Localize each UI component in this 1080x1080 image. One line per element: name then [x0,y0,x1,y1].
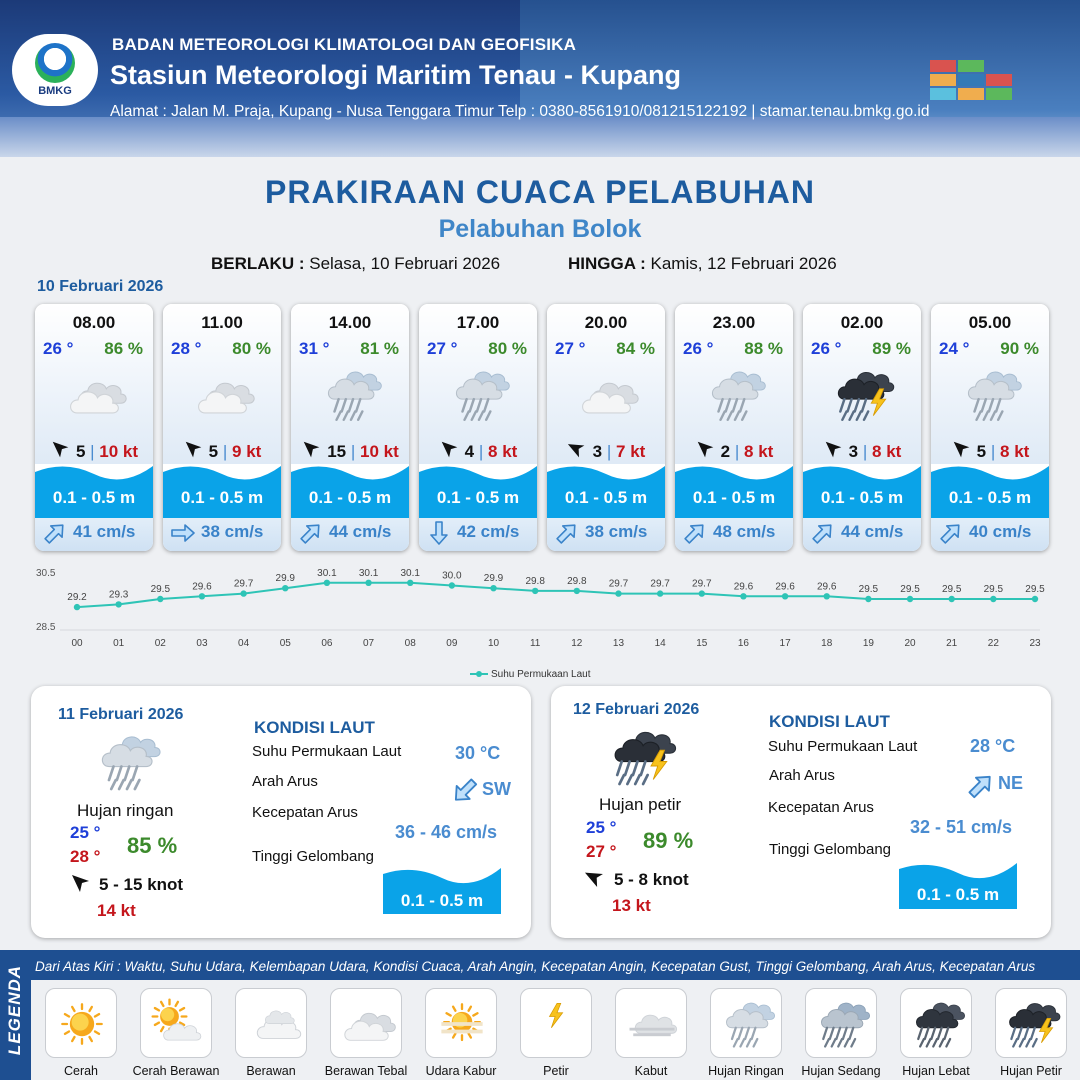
day1-wind: 5 - 15 knot [99,875,184,894]
x-tick-label: 21 [946,638,958,649]
data-point [407,580,413,586]
day1-temp-min: 25 ° [70,823,101,842]
day1-current-speed: 36 - 46 cm/s [395,822,498,842]
card-wind-speed: 4 [464,442,475,461]
legend-item-label: Berawan Tebal [324,1064,408,1078]
data-label: 29.5 [900,584,920,595]
data-point [574,588,580,594]
legend-item [132,988,220,1078]
data-label: 29.7 [233,578,254,590]
data-label: 29.7 [692,578,712,590]
hujan-ringan-icon [702,362,768,428]
card-time: 20.00 [584,313,628,332]
data-point [324,580,330,586]
day1-wave-label: Tinggi Gelombang [252,848,375,865]
card-current-speed: 38 cm/s [201,522,264,541]
data-point [615,590,621,596]
day1-wind-arrow-icon [69,872,93,896]
legend-item [235,988,307,1078]
card-wave-height: 0.1 - 0.5 m [820,488,904,507]
data-label: 30.1 [317,567,337,579]
data-label: 29.5 [983,584,1004,595]
day2-date: 12 Februari 2026 [573,701,700,718]
data-point [240,590,246,596]
legend-item-label: Hujan Ringan [708,1064,784,1078]
data-label: 29.7 [608,578,629,590]
card-wind: 5 | 8 kt [931,439,1049,462]
day1-date: 11 Februari 2026 [58,706,184,723]
card-temperature: 27 ° [427,339,458,358]
sea-surface-temperature-chart [30,562,1050,682]
card-time: 05.00 [968,313,1012,332]
day2-condition: Hujan petir [599,795,682,814]
card-gust: 9 kt [232,442,262,461]
station-name: Stasiun Meteorologi Maritim Tenau - Kupang [110,60,682,90]
data-label: 29.6 [733,581,754,593]
arrow-east-icon [171,521,195,545]
data-point [824,593,830,599]
x-tick-label: 07 [363,638,375,649]
legend-label: Suhu Permukaan Laut [491,669,591,680]
day2-sst: 28 °C [970,736,1016,756]
legend-item [425,988,497,1078]
legend-item [520,988,592,1078]
card-gust: 10 kt [99,442,139,461]
card-wind-speed: 15 [327,442,347,461]
data-point [115,601,121,607]
day2-current-arrow-icon [967,772,995,800]
data-point [449,582,455,588]
x-tick-label: 01 [113,638,125,649]
arrow-northeast-icon [43,521,67,545]
cerah-icon [52,994,112,1054]
x-tick-label: 23 [1029,638,1041,649]
data-label: 29.5 [1025,584,1045,595]
card-current-speed: 44 cm/s [329,522,392,541]
data-label: 29.6 [192,581,212,593]
forecast-card [35,304,153,551]
x-tick-label: 02 [154,638,166,649]
hujan-ringan-icon [318,362,384,428]
x-tick-label: 15 [696,638,708,649]
card-temperature: 26 ° [43,339,74,358]
data-point [1032,596,1038,602]
day1-wave: 0.1 - 0.5 m [400,891,484,910]
card-humidity: 86 % [104,339,143,358]
day2-weather-icon [606,721,678,793]
hujan-ringan-icon [717,994,777,1054]
hujan-ringan-icon [446,362,512,428]
card-current-speed: 40 cm/s [969,522,1032,541]
logo-text: BMKG [38,85,72,97]
card-humidity: 88 % [744,339,783,358]
card-wind-speed: 3 [848,442,859,461]
card-temperature: 28 ° [171,339,202,358]
card-wind: 2 | 8 kt [675,439,793,462]
org-name: BADAN METEOROLOGI KLIMATOLOGI DAN GEOFISIKA [112,35,577,54]
y-tick-label: 30.5 [36,568,56,579]
x-tick-label: 20 [904,638,916,649]
data-point [157,596,163,602]
valid-from: BERLAKU : Selasa, 10 Februari 2026 [211,254,501,273]
legend-item-label: Berawan [246,1064,296,1078]
bmkg-logo [12,34,98,106]
data-label: 30.0 [442,570,462,582]
data-label: 29.6 [817,581,837,593]
data-point [699,590,705,596]
data-point [365,580,371,586]
data-label: 29.9 [275,573,295,585]
legend-item-label: Petir [543,1064,569,1078]
legend-item [801,988,881,1078]
legend-item-label: Udara Kabur [425,1064,497,1078]
data-point [657,590,663,596]
udara-kabur-icon [432,994,492,1054]
day1-speed-label: Kecepatan Arus [252,804,358,821]
card-wind-speed: 5 [208,442,219,461]
hujan-sedang-icon [812,994,872,1054]
y-tick-label: 28.5 [36,622,56,633]
legend-item-label: Hujan Sedang [801,1064,881,1078]
arrow-northeast-icon [939,521,963,545]
data-label: 30.1 [400,567,420,579]
day2-temp-min: 25 ° [586,818,617,837]
day2-sea-title: KONDISI LAUT [769,712,890,731]
legend-item [995,988,1067,1078]
data-label: 30.1 [358,567,379,579]
card-time: 23.00 [712,313,756,332]
card-wind: 3 | 8 kt [803,439,921,462]
hujan-petir-icon [1002,994,1062,1054]
card-wind-speed: 5 [75,442,86,461]
day1-humidity: 85 % [127,833,178,858]
data-point [490,585,496,591]
legend-item-label: Cerah Berawan [132,1064,220,1078]
x-tick-label: 18 [821,638,833,649]
card-gust: 8 kt [488,442,518,461]
day0-date: 10 Februari 2026 [37,278,164,295]
day2-speed-label: Kecepatan Arus [768,799,874,816]
x-tick-label: 13 [612,638,625,649]
data-label: 29.6 [775,581,795,593]
card-temperature: 31 ° [299,339,330,358]
card-wind: 15 | 10 kt [291,439,409,462]
forecast-card [419,304,537,551]
card-wind-speed: 3 [592,442,603,461]
legend-item [900,988,972,1078]
forecast-card [803,304,921,551]
data-point [74,604,80,610]
data-label: 29.5 [858,584,879,595]
day2-gust: 13 kt [612,896,651,915]
x-tick-label: 12 [571,638,583,649]
card-wave-height: 0.1 - 0.5 m [308,488,392,507]
data-point [782,593,788,599]
legend-marker [476,671,482,677]
card-wind: 4 | 8 kt [419,439,537,462]
card-gust: 8 kt [744,442,774,461]
card-humidity: 80 % [232,339,271,358]
card-current-speed: 41 cm/s [73,522,136,541]
data-point [532,588,538,594]
card-wave-height: 0.1 - 0.5 m [436,488,520,507]
day2-wave: 0.1 - 0.5 m [916,885,1000,904]
card-gust: 7 kt [616,442,646,461]
card-time: 02.00 [840,313,884,332]
day1-condition: Hujan ringan [77,801,174,820]
berawan-tebal-icon [62,362,128,428]
data-label: 29.8 [567,575,587,587]
arrow-northeast-icon [811,521,835,545]
legend-item [710,988,782,1078]
legend-item [324,988,408,1078]
x-tick-label: 06 [321,638,333,649]
hujan-petir-icon [830,362,896,428]
day2-current-speed: 32 - 51 cm/s [910,817,1013,837]
data-point [907,596,913,602]
data-point [865,596,871,602]
card-time: 17.00 [456,313,500,332]
card-wind-speed: 5 [976,442,987,461]
card-humidity: 90 % [1000,339,1039,358]
card-temperature: 24 ° [939,339,970,358]
card-wind: 3 | 7 kt [547,439,665,462]
day1-temp-max: 28 ° [70,847,101,866]
card-gust: 8 kt [1000,442,1030,461]
card-humidity: 81 % [360,339,399,358]
petir-icon [527,994,587,1054]
header-banner [0,0,1080,157]
day1-panel [31,686,531,938]
x-tick-label: 19 [862,638,874,649]
day1-gust: 14 kt [97,901,136,920]
data-label: 29.3 [108,589,129,601]
day2-wave-label: Tinggi Gelombang [769,841,892,858]
x-tick-label: 11 [529,638,541,649]
card-temperature: 26 ° [811,339,842,358]
day1-current-dir: SW [482,779,511,799]
legend-item-label: Hujan Lebat [902,1064,970,1078]
berawan-tebal-icon [574,362,640,428]
data-label: 29.8 [525,575,545,587]
forecast-card [675,304,793,551]
page-title: PRAKIRAAN CUACA PELABUHAN [264,174,816,210]
card-gust: 10 kt [360,442,399,461]
cerah-berawan-icon [147,994,207,1054]
hujan-ringan-icon [958,362,1024,428]
card-gust: 8 kt [872,442,902,461]
day1-sea-title: KONDISI LAUT [254,718,375,737]
data-label: 29.5 [150,584,171,595]
x-tick-label: 08 [404,638,416,649]
day2-panel [551,686,1051,938]
day2-wind: 5 - 8 knot [614,870,689,889]
card-time: 08.00 [72,313,116,332]
card-wave-height: 0.1 - 0.5 m [52,488,136,507]
card-time: 11.00 [201,313,243,332]
day1-weather-icon [91,726,163,798]
legend-item [615,988,687,1078]
legend-item-label: Hujan Petir [1000,1064,1062,1078]
card-temperature: 27 ° [555,339,586,358]
forecast-card [291,304,409,551]
card-current-speed: 42 cm/s [457,522,520,541]
card-humidity: 84 % [616,339,655,358]
forecast-card [163,304,281,551]
series-line [77,583,1035,607]
data-label: 29.9 [483,573,504,585]
day2-temp-max: 27 ° [586,842,617,861]
day1-sst-label: Suhu Permukaan Laut [252,743,402,760]
berawan-icon [242,994,302,1054]
card-humidity: 80 % [488,339,527,358]
data-label: 29.2 [67,592,87,604]
day2-dir-label: Arah Arus [769,767,835,784]
card-time: 14.00 [328,313,372,332]
x-tick-label: 17 [779,638,791,649]
legend-item-label: Cerah [63,1064,99,1078]
legend-side-label: LEGENDA [0,950,31,1080]
x-tick-label: 00 [71,638,83,649]
card-current-speed: 48 cm/s [713,522,776,541]
station-address: Alamat : Jalan M. Praja, Kupang - Nusa Tenggara Timur Telp : 0380-8561910/081215122192 | stamar.tenau.bmkg.go.id [110,103,930,120]
card-temperature: 26 ° [683,339,714,358]
arrow-south-icon [427,521,451,545]
card-wave-height: 0.1 - 0.5 m [564,488,648,507]
card-wind-speed: 2 [720,442,731,461]
legend-item-label: Kabut [634,1064,668,1078]
data-point [282,585,288,591]
day2-current-dir: NE [998,773,1024,793]
x-tick-label: 10 [487,638,500,649]
hujan-lebat-icon [907,994,967,1054]
port-name: Pelabuhan Bolok [438,215,642,243]
legend [0,950,1080,1080]
terminal-floor [0,117,1080,157]
forecast-card [547,304,665,551]
x-tick-label: 16 [737,638,749,649]
x-tick-label: 22 [987,638,999,649]
arrow-northeast-icon [299,521,323,545]
berawan-tebal-icon [337,994,397,1054]
legend-item [45,988,117,1078]
legend-description: Dari Atas Kiri : Waktu, Suhu Udara, Kelembapan Udara, Kondisi Cuaca, Arah Angin, Kecepatan Angin, Kecepatan Gust, Tinggi Gelombang, Arah Arus, Kecepatan Arus [31,950,1080,980]
x-tick-label: 03 [196,638,208,649]
day1-sst: 30 °C [455,743,501,763]
card-current-speed: 44 cm/s [841,522,904,541]
card-wind: 5 | 10 kt [35,439,153,462]
day1-current-arrow-icon [451,777,479,805]
arrow-northeast-icon [555,521,579,545]
valid-to: HINGGA : Kamis, 12 Februari 2026 [568,254,837,273]
data-point [990,596,996,602]
legend-items [31,980,1080,1080]
card-wave-height: 0.1 - 0.5 m [948,488,1032,507]
day2-humidity: 89 % [643,828,694,853]
forecast-card [931,304,1049,551]
arrow-northeast-icon [683,521,707,545]
card-wave-height: 0.1 - 0.5 m [692,488,776,507]
data-point [740,593,746,599]
day2-wind-arrow-icon [584,867,608,891]
card-wind: 5 | 9 kt [163,439,281,462]
data-label: 29.5 [941,584,962,595]
x-tick-label: 05 [279,638,291,649]
card-wave-height: 0.1 - 0.5 m [180,488,264,507]
x-tick-label: 14 [654,638,666,649]
data-point [948,596,954,602]
berawan-tebal-icon [190,362,256,428]
data-label: 29.7 [650,578,670,590]
data-point [199,593,205,599]
card-current-speed: 38 cm/s [585,522,648,541]
kabut-icon [622,994,682,1054]
day2-sst-label: Suhu Permukaan Laut [768,738,918,755]
x-tick-label: 09 [446,638,458,649]
x-tick-label: 04 [238,638,250,649]
day1-dir-label: Arah Arus [252,773,318,790]
card-humidity: 89 % [872,339,911,358]
